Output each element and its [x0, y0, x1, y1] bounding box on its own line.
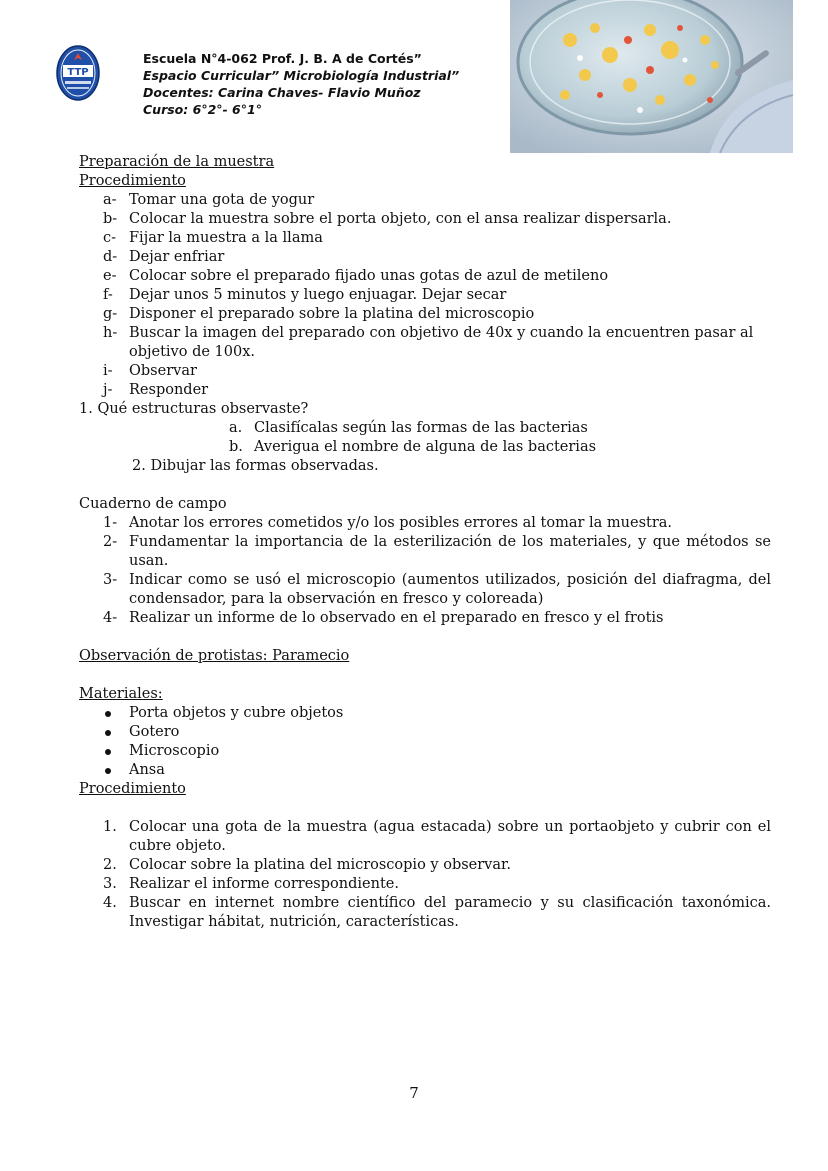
step-marker: c-	[103, 230, 117, 246]
list-item	[79, 267, 771, 286]
list-item	[79, 381, 771, 400]
step-text: Colocar sobre el preparado fijado unas gotas de azul de metileno	[129, 268, 609, 284]
list-item	[79, 191, 771, 210]
material-text: Ansa	[129, 762, 165, 778]
teachers: Docentes: Carina Chaves- Flavio Muñoz	[143, 85, 421, 100]
sub-marker: b.	[229, 439, 243, 455]
field-notebook-items	[79, 514, 771, 628]
step-marker: f-	[103, 287, 113, 303]
item-text: Realizar un informe de lo observado en el preparado en fresco y el frotis	[129, 610, 664, 626]
step-text: Colocar la muestra sobre el porta objeto, con el ansa realizar dispersarla.	[129, 211, 672, 227]
step-text: Tomar una gota de yogur	[129, 192, 315, 208]
section-title-sample-prep: Preparación de la muestra	[79, 154, 275, 170]
list-item	[79, 894, 771, 932]
sub-text: Clasifícalas según las formas de las bacterias	[254, 420, 588, 436]
step-marker: e-	[103, 268, 117, 284]
school-logo	[56, 45, 100, 101]
step-marker: 3.	[103, 876, 117, 892]
item-marker: 2-	[103, 534, 118, 550]
material-text: Porta objetos y cubre objetos	[129, 705, 344, 721]
list-item	[79, 305, 771, 324]
procedure-title-protists: Procedimiento	[79, 781, 186, 797]
item-text: Fundamentar la importancia de la esterilización de los materiales, y que métodos se usan.	[129, 534, 771, 569]
step-marker: 1.	[103, 819, 117, 835]
step-marker: 4.	[103, 895, 117, 911]
list-item	[79, 875, 771, 894]
step-text: Colocar sobre la platina del microscopio y observar.	[129, 857, 511, 873]
list-item	[79, 324, 771, 362]
step-marker: i-	[103, 363, 113, 379]
step-text: Dejar enfriar	[129, 249, 225, 265]
protist-steps	[79, 818, 771, 932]
bullet-icon	[105, 711, 111, 717]
page-number: 7	[409, 1084, 419, 1102]
sub-marker: a.	[229, 420, 243, 436]
step-marker: b-	[103, 211, 118, 227]
list-item	[79, 210, 771, 229]
step-marker: j-	[103, 382, 113, 398]
list-item	[79, 533, 771, 571]
step-text: Colocar una gota de la muestra (agua estacada) sobre un portaobjeto y cubrir con el cubre objeto.	[129, 819, 771, 854]
material-text: Gotero	[129, 724, 180, 740]
step-text: Buscar la imagen del preparado con objetivo de 40x y cuando la encuentren pasar al objetivo de 100x.	[129, 325, 754, 360]
sub-text: Averigua el nombre de alguna de las bacterias	[254, 439, 597, 455]
step-marker: h-	[103, 325, 118, 341]
list-item	[79, 761, 771, 780]
list-item	[79, 438, 771, 457]
list-item	[79, 419, 771, 438]
step-marker: a-	[103, 192, 117, 208]
bullet-icon	[105, 768, 111, 774]
step-text: Observar	[129, 363, 197, 379]
list-item	[79, 856, 771, 875]
list-item	[79, 286, 771, 305]
sample-prep-steps	[79, 191, 771, 400]
question-1: 1. Qué estructuras observaste?	[79, 401, 309, 417]
step-marker: 2.	[103, 857, 117, 873]
course: Curso: 6°2°- 6°1°	[143, 102, 262, 117]
section-title-protists: Observación de protistas: Paramecio	[79, 648, 350, 664]
petri-dish-photo	[510, 0, 793, 153]
list-item	[79, 514, 771, 533]
list-item	[79, 571, 771, 609]
document-header	[143, 50, 459, 118]
list-item	[79, 742, 771, 761]
curricular-space: Espacio Curricular” Microbiología Industrial”	[143, 68, 460, 83]
school-name: Escuela N°4-062 Prof. J. B. A de Cortés”	[143, 51, 422, 66]
step-text: Realizar el informe correspondiente.	[129, 876, 399, 892]
materials-title: Materiales:	[79, 686, 163, 702]
section-title-field-notebook: Cuaderno de campo	[79, 496, 227, 512]
list-item	[79, 229, 771, 248]
list-item	[79, 362, 771, 381]
item-marker: 1-	[103, 515, 118, 531]
list-item	[79, 609, 771, 628]
material-text: Microscopio	[129, 743, 220, 759]
step-text: Buscar en internet nombre científico del paramecio y su clasificación taxonómica. Investigar hábitat, nutrición, características.	[129, 895, 771, 930]
bullet-icon	[105, 730, 111, 736]
logo-lettering: TTP	[67, 67, 89, 78]
list-item	[79, 723, 771, 742]
procedure-title: Procedimiento	[79, 173, 186, 189]
list-item	[79, 248, 771, 267]
bullet-icon	[105, 749, 111, 755]
step-text: Responder	[129, 382, 209, 398]
question-2: 2. Dibujar las formas observadas.	[132, 458, 379, 474]
step-marker: d-	[103, 249, 118, 265]
list-item	[79, 818, 771, 856]
step-text: Disponer el preparado sobre la platina del microscopio	[129, 306, 535, 322]
document-body	[79, 153, 771, 932]
step-text: Fijar la muestra a la llama	[129, 230, 323, 246]
item-text: Anotar los errores cometidos y/o los posibles errores al tomar la muestra.	[129, 515, 673, 531]
step-text: Dejar unos 5 minutos y luego enjuagar. Dejar secar	[129, 287, 507, 303]
step-marker: g-	[103, 306, 118, 322]
materials-list	[79, 704, 771, 780]
item-text: Indicar como se usó el microscopio (aumentos utilizados, posición del diafragma, del condensador, para la observación en fresco y coloreada)	[129, 572, 771, 607]
list-item	[79, 704, 771, 723]
item-marker: 3-	[103, 572, 118, 588]
item-marker: 4-	[103, 610, 118, 626]
